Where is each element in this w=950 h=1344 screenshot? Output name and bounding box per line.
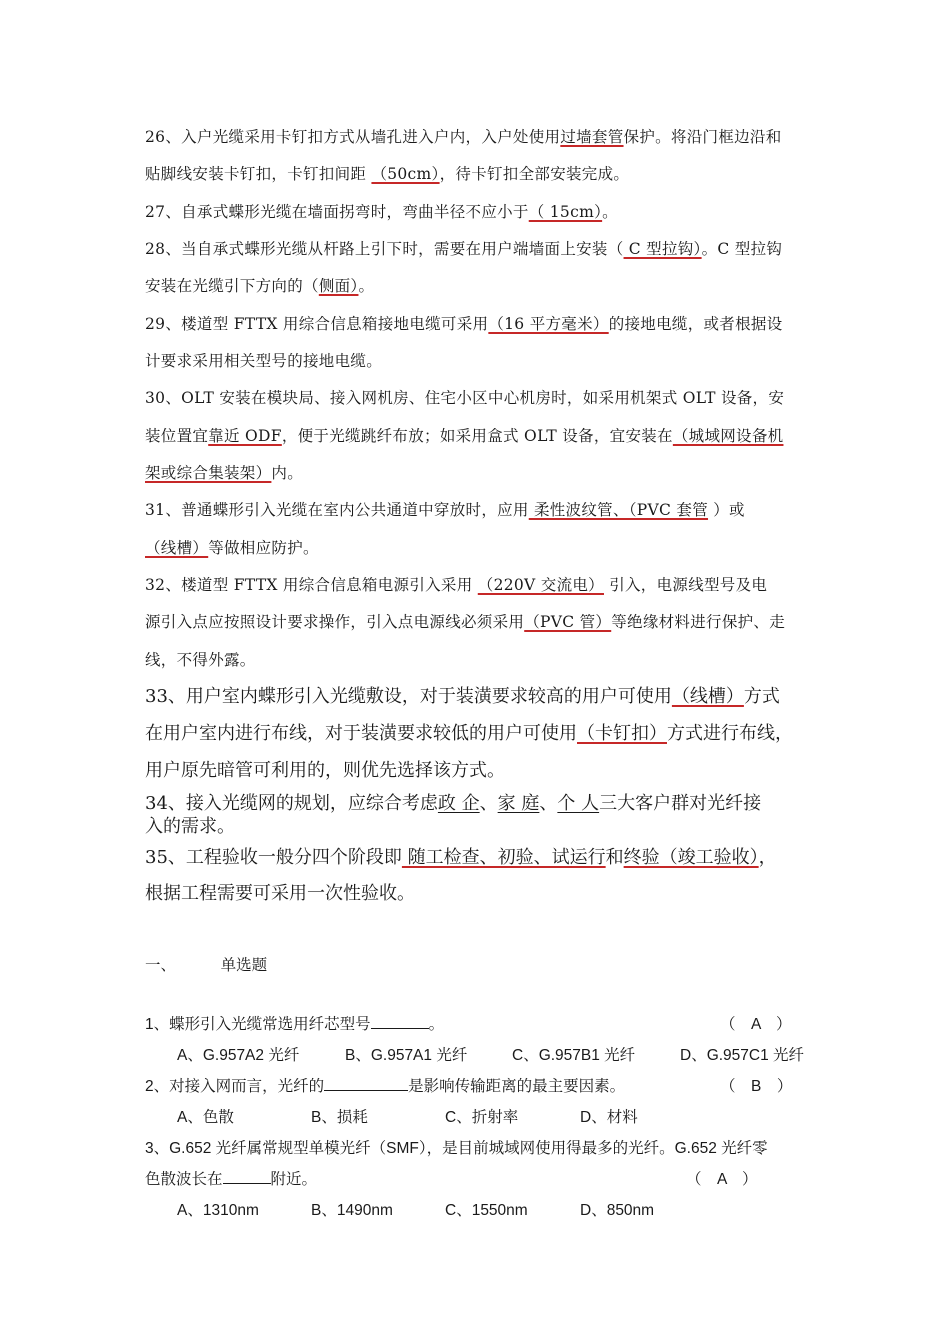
- mc3-option-d: D、850nm: [580, 1202, 655, 1219]
- mc1-blank: [371, 1014, 429, 1029]
- mc2-option-a: A、色散: [177, 1109, 234, 1126]
- q30-line-2: [145, 424, 783, 446]
- answer-fill: 柔性波纹管、（PVC 套管: [528, 501, 709, 519]
- q29-line-1: [145, 312, 783, 334]
- section-number: 一、: [145, 957, 177, 974]
- answer-fill: （卡钉扣）: [577, 723, 667, 744]
- text-run: 内。: [271, 464, 304, 482]
- text-run: 等做相应防护。: [208, 539, 319, 557]
- q30-line-3: [145, 461, 303, 483]
- text-run: 、: [479, 793, 498, 814]
- answer-fill: （PVC 管）: [524, 613, 612, 631]
- text-run: 35、工程验收一般分四个阶段即: [145, 847, 402, 868]
- text-run: 。C 型拉钩: [701, 240, 783, 258]
- section-heading: [145, 953, 267, 975]
- answer-fill: 随工检查、初验、试运行: [401, 847, 606, 868]
- text-run: ）或: [708, 501, 745, 519]
- mc2-option-c: C、折射率: [445, 1109, 519, 1126]
- mc2-option-b: B、损耗: [311, 1109, 368, 1126]
- answer-fill: C 型拉钩）: [623, 240, 702, 258]
- text-run: 、: [539, 793, 558, 814]
- answer-fill: （线槽）: [145, 539, 209, 557]
- mc3-option-b: B、1490nm: [311, 1202, 393, 1219]
- answer-fill: 政 企: [437, 793, 480, 814]
- mc1-option-d: D、G.957C1 光纤: [680, 1047, 805, 1064]
- text-run: 线，不得外露。: [145, 651, 256, 669]
- answer-fill: （线槽）: [671, 686, 744, 707]
- answer-fill: （16 平方毫米）: [488, 315, 609, 333]
- text-run: ，: [758, 847, 777, 868]
- q32-line-3: [145, 648, 256, 670]
- text-run: 方式: [743, 686, 780, 707]
- text-run: 26、入户光缆采用卡钉扣方式从墙孔进入户内，入户处使用: [145, 128, 561, 146]
- q33-line-1: [145, 682, 780, 708]
- text-run: 根据工程需要可采用一次性验收。: [145, 883, 415, 904]
- q26-line-1: [145, 125, 782, 147]
- q32-line-2: [145, 610, 785, 632]
- mc1-option-a: A、G.957A2 光纤: [177, 1047, 300, 1064]
- answer-fill: 个 人: [557, 793, 600, 814]
- mc1-stem-text: 1、蝶形引入光缆常选用纤芯型号: [145, 1016, 371, 1033]
- text-run: 计要求采用相关型号的接地电缆。: [145, 352, 383, 370]
- mc3-blank: [223, 1169, 271, 1184]
- text-run: 用户原先暗管可利用的，则优先选择该方式。: [145, 760, 505, 781]
- answer-fill: （ 15cm）: [528, 203, 603, 221]
- text-run: 方式进行布线，: [667, 723, 793, 744]
- q28-line-1: [145, 237, 782, 259]
- mc1-stem: [145, 1012, 444, 1034]
- mc1-answer: （ A ）: [720, 1016, 792, 1033]
- mc2-answer: （ B ）: [720, 1078, 793, 1095]
- text-run: 源引入点应按照设计要求操作，引入点电源线必须采用: [145, 613, 525, 631]
- mc2-option-d: D、材料: [580, 1109, 638, 1126]
- q33-line-3: [145, 756, 505, 782]
- text-run: 29、楼道型 FTTX 用综合信息箱接地电缆可采用: [145, 315, 489, 333]
- q34-line-2: [145, 812, 235, 838]
- text-run: 27、自承式蝶形光缆在墙面拐弯时，弯曲半径不应小于: [145, 203, 529, 221]
- mc2-stem-end: 是影响传输距离的最主要因素。: [408, 1078, 626, 1095]
- text-run: 34、接入光缆网的规划，应综合考虑: [145, 793, 438, 814]
- answer-fill: 过墙套管: [560, 128, 624, 146]
- text-run: 等绝缘材料进行保护、走: [611, 613, 786, 631]
- q31-line-1: [145, 498, 745, 520]
- mc3-stem-end: 附近。: [270, 1171, 318, 1188]
- mc3-option-a: A、1310nm: [177, 1202, 259, 1219]
- text-run: 和: [605, 847, 624, 868]
- text-run: 的接地电缆，或者根据设: [608, 315, 783, 333]
- text-run: ，便于光缆跳纤布放；如采用盒式 OLT 设备，宜安装在: [281, 427, 673, 445]
- mc3-stem-line-2: [145, 1167, 317, 1189]
- answer-fill: 架或综合集装架）: [145, 464, 272, 482]
- answer-fill: 终验（竣工验收）: [623, 847, 759, 868]
- text-run: 装位置宜: [145, 427, 209, 445]
- q35-line-1: [145, 843, 777, 869]
- text-run: 三大客户群对光纤接: [599, 793, 762, 814]
- text-run: 。: [358, 277, 375, 295]
- q35-line-2: [145, 879, 415, 905]
- text-run: 在用户室内进行布线，对于装潢要求较低的用户可使用: [145, 723, 577, 744]
- q34-line-1: [145, 789, 761, 815]
- answer-fill: （220V 交流电）: [477, 576, 604, 594]
- text-run: 引入，电源线型号及电: [603, 576, 768, 594]
- text-run: 入的需求。: [145, 816, 235, 837]
- text-run: 31、普通蝶形引入光缆在室内公共通道中穿放时，应用: [145, 501, 529, 519]
- mc1-stem-end: 。: [428, 1016, 445, 1033]
- mc2-stem: [145, 1074, 625, 1096]
- text-run: 28、当自承式蝶形光缆从杆路上引下时，需要在用户端墙面上安装（: [145, 240, 624, 258]
- mc3-option-c: C、1550nm: [445, 1202, 528, 1219]
- section-title: 单选题: [220, 957, 268, 974]
- mc3-stem-text: 色散波长在: [145, 1171, 223, 1188]
- answer-fill: 侧面）: [318, 277, 359, 295]
- mc3-answer: （ A ）: [686, 1171, 758, 1188]
- answer-fill: （50cm）: [371, 165, 440, 183]
- q29-line-2: [145, 349, 382, 371]
- text-run: 贴脚线安装卡钉扣，卡钉扣间距: [145, 165, 372, 183]
- answer-fill: 家 庭: [497, 793, 540, 814]
- q26-line-2: [145, 162, 629, 184]
- answer-fill: （城域网设备机: [672, 427, 784, 445]
- mc3-stem-line-1: 3、G.652 光纤属常规型单模光纤（SMF），是目前城域网使用得最多的光纤。G.652 光纤零: [145, 1140, 768, 1157]
- text-run: 保护。将沿门框边沿和: [623, 128, 782, 146]
- text-run: 32、楼道型 FTTX 用综合信息箱电源引入采用: [145, 576, 478, 594]
- q31-line-2: [145, 536, 319, 558]
- text-run: ，待卡钉扣全部安装完成。: [439, 165, 630, 183]
- q33-line-2: [145, 719, 793, 745]
- mc2-blank: [324, 1076, 408, 1091]
- q32-line-1: [145, 573, 767, 595]
- text-run: 安装在光缆引下方向的（: [145, 277, 319, 295]
- mc1-option-c: C、G.957B1 光纤: [512, 1047, 636, 1064]
- text-run: 。: [602, 203, 618, 221]
- answer-fill: 靠近 ODF: [208, 427, 282, 445]
- mc2-stem-text: 2、对接入网而言，光纤的: [145, 1078, 325, 1095]
- text-run: 30、OLT 安装在模块局、接入网机房、住宅小区中心机房时，如采用机架式 OLT 设备，安: [145, 389, 785, 407]
- q27-line-1: [145, 200, 618, 222]
- mc1-option-b: B、G.957A1 光纤: [345, 1047, 468, 1064]
- q28-line-2: [145, 274, 374, 296]
- q30-line-1: [145, 386, 784, 408]
- text-run: 33、用户室内蝶形引入光缆敷设，对于装潢要求较高的用户可使用: [145, 686, 672, 707]
